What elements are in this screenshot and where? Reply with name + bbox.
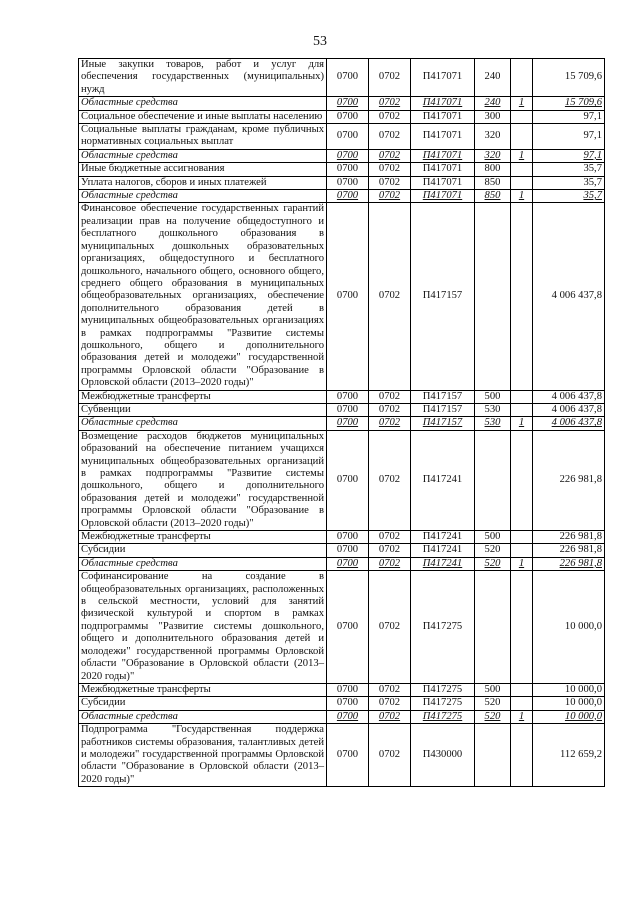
- amount: 226 981,8: [533, 430, 605, 530]
- section-code: 0700: [327, 59, 369, 97]
- subsection-code: 0702: [369, 417, 411, 430]
- section-code: 0700: [327, 176, 369, 189]
- row-name: Межбюджетные трансферты: [79, 390, 327, 403]
- amount: 97,1: [533, 124, 605, 150]
- table-row: [79, 124, 605, 150]
- subsection-code: 0702: [369, 176, 411, 189]
- funding-source-code: 1: [511, 190, 533, 203]
- expense-type-code: 520: [475, 697, 511, 710]
- expense-type-code: 850: [475, 190, 511, 203]
- section-code: 0700: [327, 97, 369, 110]
- table-row: [79, 683, 605, 696]
- subsection-code: 0702: [369, 683, 411, 696]
- amount: 4 006 437,8: [533, 403, 605, 416]
- amount: 4 006 437,8: [533, 417, 605, 430]
- expense-type-code: 300: [475, 110, 511, 123]
- section-code: 0700: [327, 430, 369, 530]
- subsection-code: 0702: [369, 163, 411, 176]
- expense-type-code: 500: [475, 683, 511, 696]
- expense-type-code: 520: [475, 710, 511, 723]
- amount: 4 006 437,8: [533, 203, 605, 390]
- row-name: Областные средства: [79, 557, 327, 570]
- subsection-code: 0702: [369, 190, 411, 203]
- row-name: Социальное обеспечение и иные выплаты населению: [79, 110, 327, 123]
- subsection-code: 0702: [369, 97, 411, 110]
- section-code: 0700: [327, 531, 369, 544]
- target-article-code: П417071: [411, 163, 475, 176]
- expense-type-code: [475, 203, 511, 390]
- subsection-code: 0702: [369, 110, 411, 123]
- table-row: [79, 190, 605, 203]
- section-code: 0700: [327, 110, 369, 123]
- subsection-code: 0702: [369, 544, 411, 557]
- expense-type-code: 500: [475, 390, 511, 403]
- subsection-code: 0702: [369, 710, 411, 723]
- section-code: 0700: [327, 571, 369, 684]
- section-code: 0700: [327, 149, 369, 162]
- amount: 15 709,6: [533, 97, 605, 110]
- funding-source-code: 1: [511, 557, 533, 570]
- section-code: 0700: [327, 710, 369, 723]
- funding-source-code: [511, 110, 533, 123]
- table-row: [79, 390, 605, 403]
- table-row: [79, 403, 605, 416]
- funding-source-code: [511, 176, 533, 189]
- target-article-code: П417157: [411, 403, 475, 416]
- subsection-code: 0702: [369, 557, 411, 570]
- section-code: 0700: [327, 190, 369, 203]
- subsection-code: 0702: [369, 531, 411, 544]
- row-name: Областные средства: [79, 417, 327, 430]
- target-article-code: П417241: [411, 531, 475, 544]
- section-code: 0700: [327, 403, 369, 416]
- target-article-code: П417241: [411, 557, 475, 570]
- row-name: Субсидии: [79, 544, 327, 557]
- table-row: [79, 571, 605, 684]
- target-article-code: П417275: [411, 683, 475, 696]
- section-code: 0700: [327, 203, 369, 390]
- row-name: Подпрограмма "Государственная поддержка работников системы образования, талантливых детей и молодежи" государственной программы Орловской области "Образование в Орловской области (2013–2020 годы)": [79, 724, 327, 787]
- funding-source-code: [511, 124, 533, 150]
- table-row: [79, 97, 605, 110]
- expense-type-code: 530: [475, 403, 511, 416]
- expense-type-code: 240: [475, 59, 511, 97]
- row-name: Областные средства: [79, 190, 327, 203]
- section-code: 0700: [327, 390, 369, 403]
- amount: 35,7: [533, 190, 605, 203]
- row-name: Иные бюджетные ассигнования: [79, 163, 327, 176]
- expense-type-code: [475, 571, 511, 684]
- amount: 10 000,0: [533, 683, 605, 696]
- target-article-code: П417071: [411, 97, 475, 110]
- target-article-code: П417275: [411, 697, 475, 710]
- subsection-code: 0702: [369, 390, 411, 403]
- amount: 35,7: [533, 163, 605, 176]
- table-row: [79, 544, 605, 557]
- subsection-code: 0702: [369, 203, 411, 390]
- expense-type-code: 850: [475, 176, 511, 189]
- amount: 4 006 437,8: [533, 390, 605, 403]
- target-article-code: П417241: [411, 544, 475, 557]
- target-article-code: П417071: [411, 149, 475, 162]
- target-article-code: П417157: [411, 203, 475, 390]
- funding-source-code: [511, 403, 533, 416]
- target-article-code: П417241: [411, 430, 475, 530]
- subsection-code: 0702: [369, 59, 411, 97]
- amount: 226 981,8: [533, 544, 605, 557]
- amount: 10 000,0: [533, 571, 605, 684]
- funding-source-code: [511, 697, 533, 710]
- target-article-code: П417071: [411, 176, 475, 189]
- table-row: [79, 710, 605, 723]
- subsection-code: 0702: [369, 124, 411, 150]
- table-row: [79, 724, 605, 787]
- funding-source-code: 1: [511, 149, 533, 162]
- table-row: [79, 149, 605, 162]
- target-article-code: П417157: [411, 417, 475, 430]
- funding-source-code: [511, 430, 533, 530]
- funding-source-code: [511, 531, 533, 544]
- amount: 10 000,0: [533, 710, 605, 723]
- subsection-code: 0702: [369, 149, 411, 162]
- subsection-code: 0702: [369, 724, 411, 787]
- table-row: [79, 203, 605, 390]
- table-row: [79, 557, 605, 570]
- funding-source-code: [511, 544, 533, 557]
- funding-source-code: [511, 59, 533, 97]
- row-name: Социальные выплаты гражданам, кроме публичных нормативных социальных выплат: [79, 124, 327, 150]
- target-article-code: П417071: [411, 59, 475, 97]
- amount: 97,1: [533, 149, 605, 162]
- subsection-code: 0702: [369, 403, 411, 416]
- table-row: [79, 110, 605, 123]
- section-code: 0700: [327, 544, 369, 557]
- amount: 35,7: [533, 176, 605, 189]
- section-code: 0700: [327, 124, 369, 150]
- expense-type-code: 320: [475, 124, 511, 150]
- table-row: [79, 430, 605, 530]
- row-name: Возмещение расходов бюджетов муниципальных образований на обеспечение питанием учащихся муниципальных общеобразовательных организаций в рамках подпрограммы "Развитие системы дошкольного, общего и дополнительного образования детей и молодежи" государственной программы Орловской области "Образование в Орловской области (2013–2020 годы)": [79, 430, 327, 530]
- subsection-code: 0702: [369, 697, 411, 710]
- row-name: Уплата налогов, сборов и иных платежей: [79, 176, 327, 189]
- funding-source-code: 1: [511, 97, 533, 110]
- amount: 15 709,6: [533, 59, 605, 97]
- target-article-code: П430000: [411, 724, 475, 787]
- row-name: Межбюджетные трансферты: [79, 683, 327, 696]
- section-code: 0700: [327, 697, 369, 710]
- amount: 226 981,8: [533, 531, 605, 544]
- section-code: 0700: [327, 163, 369, 176]
- target-article-code: П417071: [411, 124, 475, 150]
- target-article-code: П417157: [411, 390, 475, 403]
- table-row: [79, 163, 605, 176]
- row-name: Иные закупки товаров, работ и услуг для обеспечения государственных (муниципальных) нужд: [79, 59, 327, 97]
- target-article-code: П417071: [411, 190, 475, 203]
- amount: 226 981,8: [533, 557, 605, 570]
- amount: 10 000,0: [533, 697, 605, 710]
- target-article-code: П417275: [411, 710, 475, 723]
- expense-type-code: 530: [475, 417, 511, 430]
- funding-source-code: [511, 724, 533, 787]
- section-code: 0700: [327, 724, 369, 787]
- funding-source-code: [511, 390, 533, 403]
- table-row: [79, 59, 605, 97]
- row-name: Финансовое обеспечение государственных гарантий реализации прав на получение общедоступного и бесплатного дошкольного образования в муниципальных дошкольных образовательных организациях, общедоступного и бесплатного дошкольного, начального общего, основного общего, среднего общего образования в муниципальных общеобразовательных организациях, обеспечение дополнительного образования детей в муниципальных общеобразовательных организациях в рамках подпрограммы "Развитие системы дошкольного, общего и дополнительного образования детей и молодежи" государственной программы Орловской области "Образование в Орловской области (2013–2020 годы)": [79, 203, 327, 390]
- row-name: Областные средства: [79, 149, 327, 162]
- funding-source-code: 1: [511, 417, 533, 430]
- funding-source-code: [511, 571, 533, 684]
- table-row: [79, 531, 605, 544]
- table-row: [79, 176, 605, 189]
- section-code: 0700: [327, 683, 369, 696]
- expense-type-code: 320: [475, 149, 511, 162]
- expense-type-code: 520: [475, 544, 511, 557]
- expense-type-code: [475, 430, 511, 530]
- target-article-code: П417071: [411, 110, 475, 123]
- target-article-code: П417275: [411, 571, 475, 684]
- row-name: Софинансирование на создание в общеобразовательных организациях, расположенных в сельской местности, условий для занятий физической культурой и спортом в рамках подпрограммы "Развитие системы дошкольного, общего и дополнительного образования детей и молодежи" государственной программы Орловской области "Образование в Орловской области (2013–2020 годы)": [79, 571, 327, 684]
- funding-source-code: 1: [511, 710, 533, 723]
- table-row: [79, 417, 605, 430]
- expense-type-code: 800: [475, 163, 511, 176]
- row-name: Областные средства: [79, 710, 327, 723]
- subsection-code: 0702: [369, 430, 411, 530]
- row-name: Межбюджетные трансферты: [79, 531, 327, 544]
- expense-type-code: 500: [475, 531, 511, 544]
- row-name: Субсидии: [79, 697, 327, 710]
- amount: 112 659,2: [533, 724, 605, 787]
- expense-type-code: 240: [475, 97, 511, 110]
- row-name: Областные средства: [79, 97, 327, 110]
- funding-source-code: [511, 203, 533, 390]
- budget-table: [78, 58, 605, 787]
- expense-type-code: [475, 724, 511, 787]
- table-row: [79, 697, 605, 710]
- page-number: 53: [313, 34, 327, 49]
- amount: 97,1: [533, 110, 605, 123]
- funding-source-code: [511, 683, 533, 696]
- funding-source-code: [511, 163, 533, 176]
- section-code: 0700: [327, 417, 369, 430]
- subsection-code: 0702: [369, 571, 411, 684]
- expense-type-code: 520: [475, 557, 511, 570]
- row-name: Субвенции: [79, 403, 327, 416]
- section-code: 0700: [327, 557, 369, 570]
